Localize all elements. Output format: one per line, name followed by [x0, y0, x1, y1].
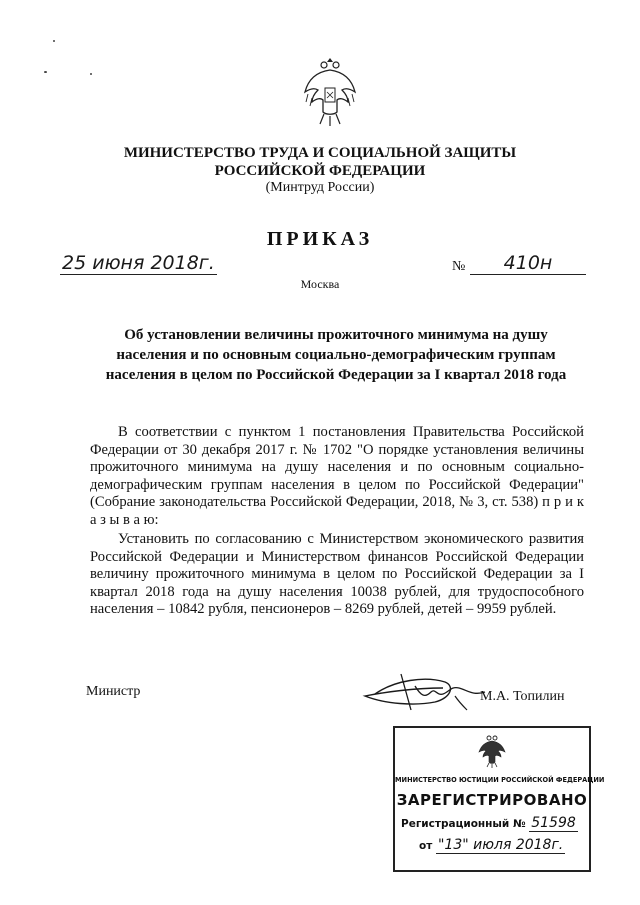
- stamp-ministry: МИНИСТЕРСТВО ЮСТИЦИИ РОССИЙСКОЙ ФЕДЕРАЦИИ: [395, 776, 605, 784]
- scan-speck: [90, 73, 92, 75]
- signer-position: Министр: [86, 684, 141, 699]
- stamp-status: ЗАРЕГИСТРИРОВАНО: [396, 791, 588, 809]
- signer-name: М.А. Топилин: [480, 689, 565, 704]
- coat-of-arms-icon: [302, 58, 358, 128]
- scan-speck: [53, 40, 55, 42]
- stamp-date: "13" июля 2018г.: [437, 837, 564, 853]
- ministry-name-line1: МИНИСТЕРСТВО ТРУДА И СОЦИАЛЬНОЙ ЗАЩИТЫ: [123, 145, 517, 161]
- order-number-label: №: [452, 259, 466, 274]
- order-title: Об установлении величины прожиточного минимума на душу населения и по основным социально-демографическим группам населения в целом по Российской Федерации за I квартал 2018 года: [105, 327, 567, 383]
- ministry-short-name: (Минтруд России): [265, 180, 375, 195]
- stamp-date-line: [395, 837, 589, 853]
- body-paragraph-1: В соответствии с пунктом 1 постановления Правительства Российской Федерации от 30 декабря 2017 г. № 1702 "О порядке установления величины прожиточного минимума на душу населения и по основным социально-демографическим группам населения в целом по Российской Федерации" (Собрание законодательства Российской Федерации, 2018, № 3, ст. 538) п р и к а з ы в а ю:: [90, 424, 584, 528]
- stamp-reg-label: Регистрационный №: [401, 818, 526, 830]
- stamp-date-prefix: от: [419, 840, 433, 852]
- order-city: Москва: [300, 277, 340, 291]
- order-number: 410н: [470, 252, 586, 275]
- scan-speck: [44, 71, 47, 73]
- order-date: 25 июня 2018г.: [62, 252, 215, 274]
- stamp-coat-of-arms-icon: [478, 734, 506, 768]
- stamp-registration-line: [395, 815, 589, 831]
- body-paragraph-2: Установить по согласованию с Министерством экономического развития Российской Федерации и Министерством финансов Российской Федерации величину прожиточного минимума в целом по Российской Федерации за I квартал 2018 года на душу населения 10038 рублей, для трудоспособного населения – 10842 рубля, пенсионеров – 8269 рублей, детей – 9959 рублей.: [90, 531, 584, 618]
- document-type: ПРИКАЗ: [266, 228, 374, 250]
- handwritten-signature: [355, 666, 495, 714]
- stamp-reg-number: 51598: [531, 815, 576, 831]
- registration-stamp: [393, 726, 605, 872]
- ministry-name-line2: РОССИЙСКОЙ ФЕДЕРАЦИИ: [214, 163, 426, 179]
